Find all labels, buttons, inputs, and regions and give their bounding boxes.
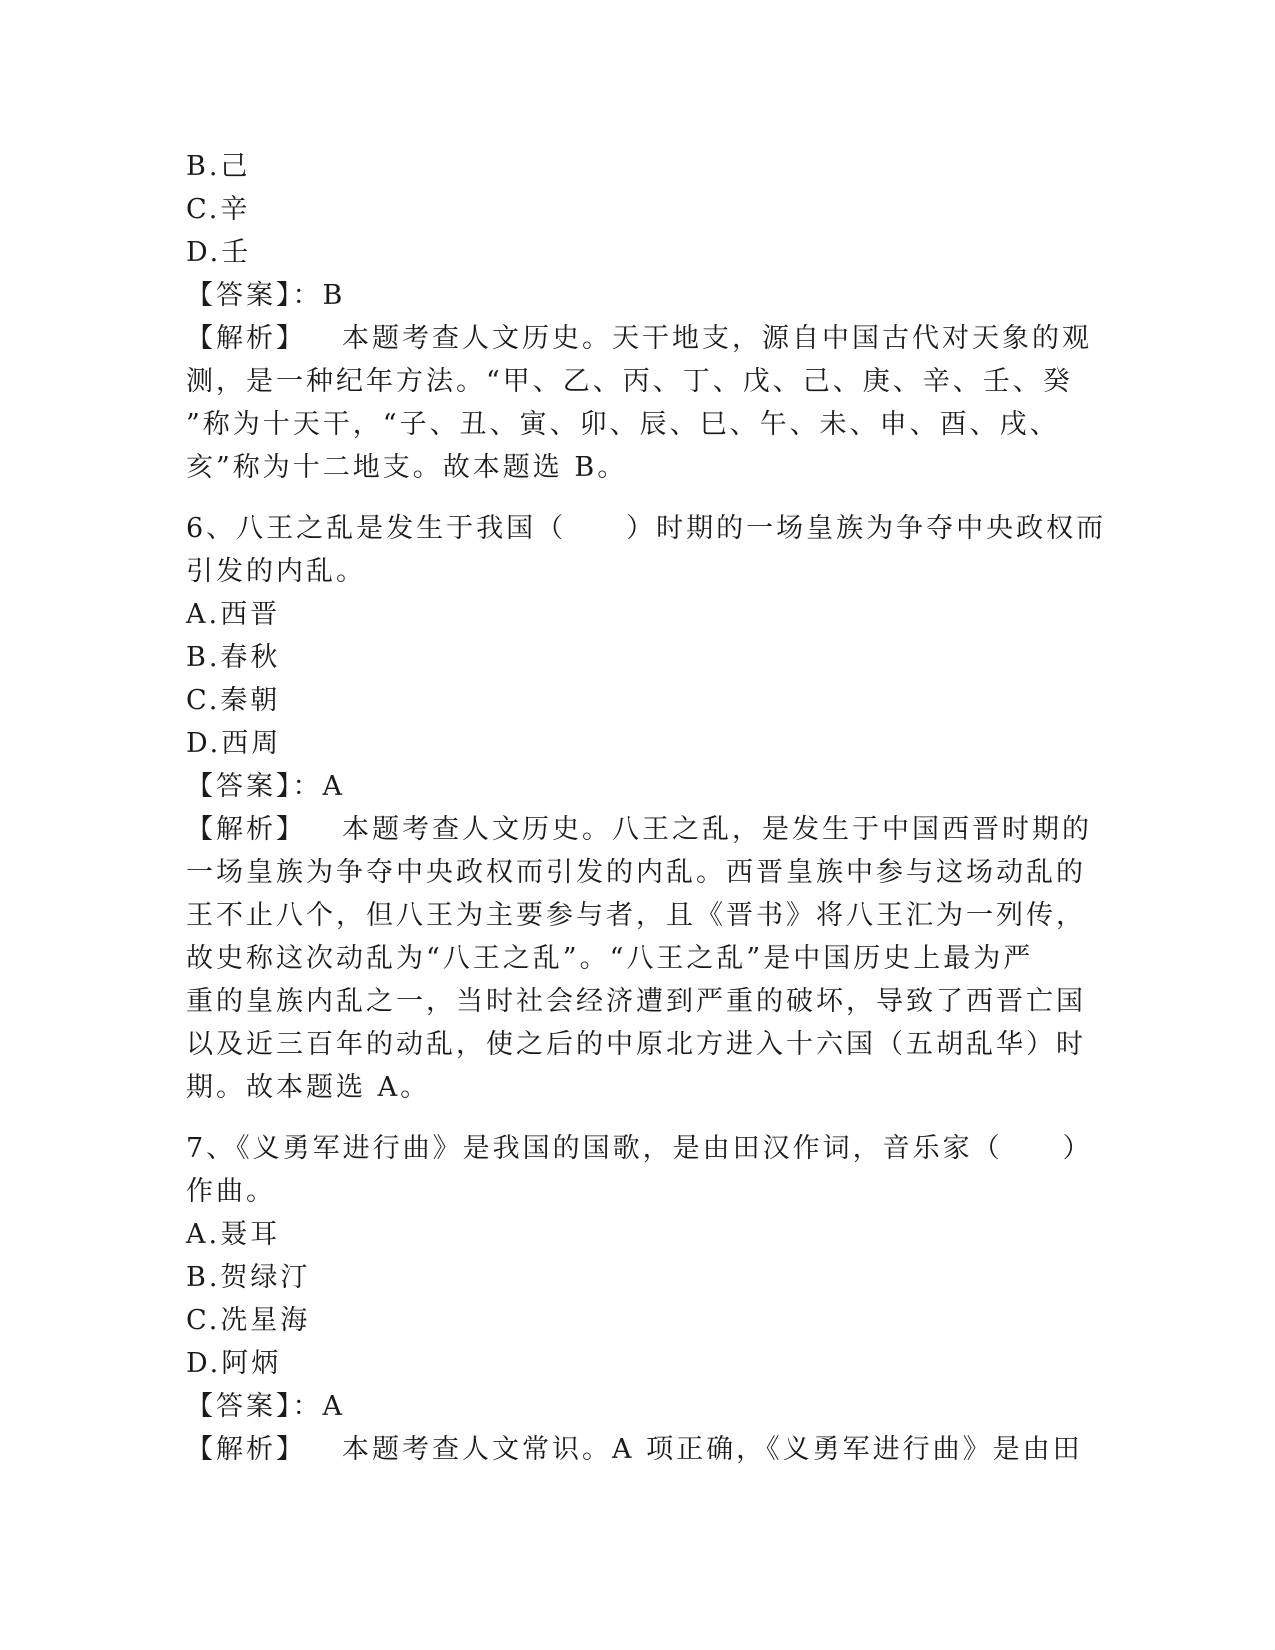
option-b: B.己 xyxy=(186,151,251,182)
analysis-text: 故史称这次动乱为“八王之乱”。“八王之乱”是中国历史上最为严 xyxy=(186,943,1034,974)
option-c: C.辛 xyxy=(186,194,251,225)
option-d: D.阿炳 xyxy=(186,1348,282,1379)
answer-tag: 【答案】 xyxy=(186,771,293,802)
answer-line xyxy=(186,274,1086,317)
question-text: 作曲。 xyxy=(186,1176,276,1207)
analysis-text: 重的皇族内乱之一，当时社会经济遭到严重的破坏，导致了西晋亡国 xyxy=(186,986,1086,1017)
analysis-line xyxy=(186,317,1092,360)
option-d: D.壬 xyxy=(186,237,252,268)
analysis-line xyxy=(186,808,1092,851)
analysis-text: 测，是一种纪年方法。“甲、乙、丙、丁、戊、己、庚、辛、壬、癸 xyxy=(186,366,1073,397)
analysis-text: 本题考查人文历史。天干地支，源自中国古代对天象的观 xyxy=(342,323,1092,354)
analysis-tag: 【解析】 xyxy=(186,323,306,354)
question-5-tail xyxy=(186,145,1092,489)
answer-separator: ： xyxy=(292,280,323,311)
answer-separator: ： xyxy=(292,771,323,802)
analysis-text: 亥”称为十二地支。故本题选 B。 xyxy=(186,452,628,483)
option-c: C.秦朝 xyxy=(186,685,281,716)
answer-value: A xyxy=(322,771,345,802)
analysis-tag: 【解析】 xyxy=(186,814,306,845)
analysis-text: ”称为十天干，“子、丑、寅、卯、辰、巳、午、未、申、酉、戌、 xyxy=(186,409,1060,440)
analysis-tag: 【解析】 xyxy=(186,1434,306,1465)
question-text: 7、《义勇军进行曲》是我国的国歌，是由田汉作词，音乐家（ ） xyxy=(186,1133,1093,1164)
analysis-text: 本题考查人文常识。A 项正确，《义勇军进行曲》是由田 xyxy=(342,1434,1083,1465)
analysis-text: 王不止八个，但八王为主要参与者，且《晋书》将八王汇为一列传， xyxy=(186,900,1086,931)
answer-value: A xyxy=(322,1391,345,1422)
question-7 xyxy=(186,1127,1093,1471)
answer-tag: 【答案】 xyxy=(186,1391,293,1422)
analysis-text: 以及近三百年的动乱，使之后的中原北方进入十六国（五胡乱华）时 xyxy=(186,1029,1086,1060)
answer-line xyxy=(186,765,1086,808)
analysis-text: 一场皇族为争夺中央政权而引发的内乱。西晋皇族中参与这场动乱的 xyxy=(186,857,1086,888)
option-a: A.聂耳 xyxy=(186,1219,281,1250)
question-text: 6、八王之乱是发生于我国（ ）时期的一场皇族为争夺中央政权而 xyxy=(186,513,1107,544)
answer-value: B xyxy=(322,280,346,311)
answer-separator: ： xyxy=(292,1391,323,1422)
option-b: B.贺绿汀 xyxy=(186,1262,311,1293)
option-d: D.西周 xyxy=(186,728,282,759)
question-6 xyxy=(186,507,1107,1109)
option-c: C.冼星海 xyxy=(186,1305,311,1336)
option-b: B.春秋 xyxy=(186,642,281,673)
question-text: 引发的内乱。 xyxy=(186,556,366,587)
analysis-text: 期。故本题选 A。 xyxy=(186,1072,431,1103)
option-a: A.西晋 xyxy=(186,599,281,630)
analysis-text: 本题考查人文历史。八王之乱，是发生于中国西晋时期的 xyxy=(342,814,1092,845)
answer-tag: 【答案】 xyxy=(186,280,293,311)
analysis-line xyxy=(186,1428,1086,1471)
document-page xyxy=(186,145,1107,1471)
answer-line xyxy=(186,1385,1086,1428)
